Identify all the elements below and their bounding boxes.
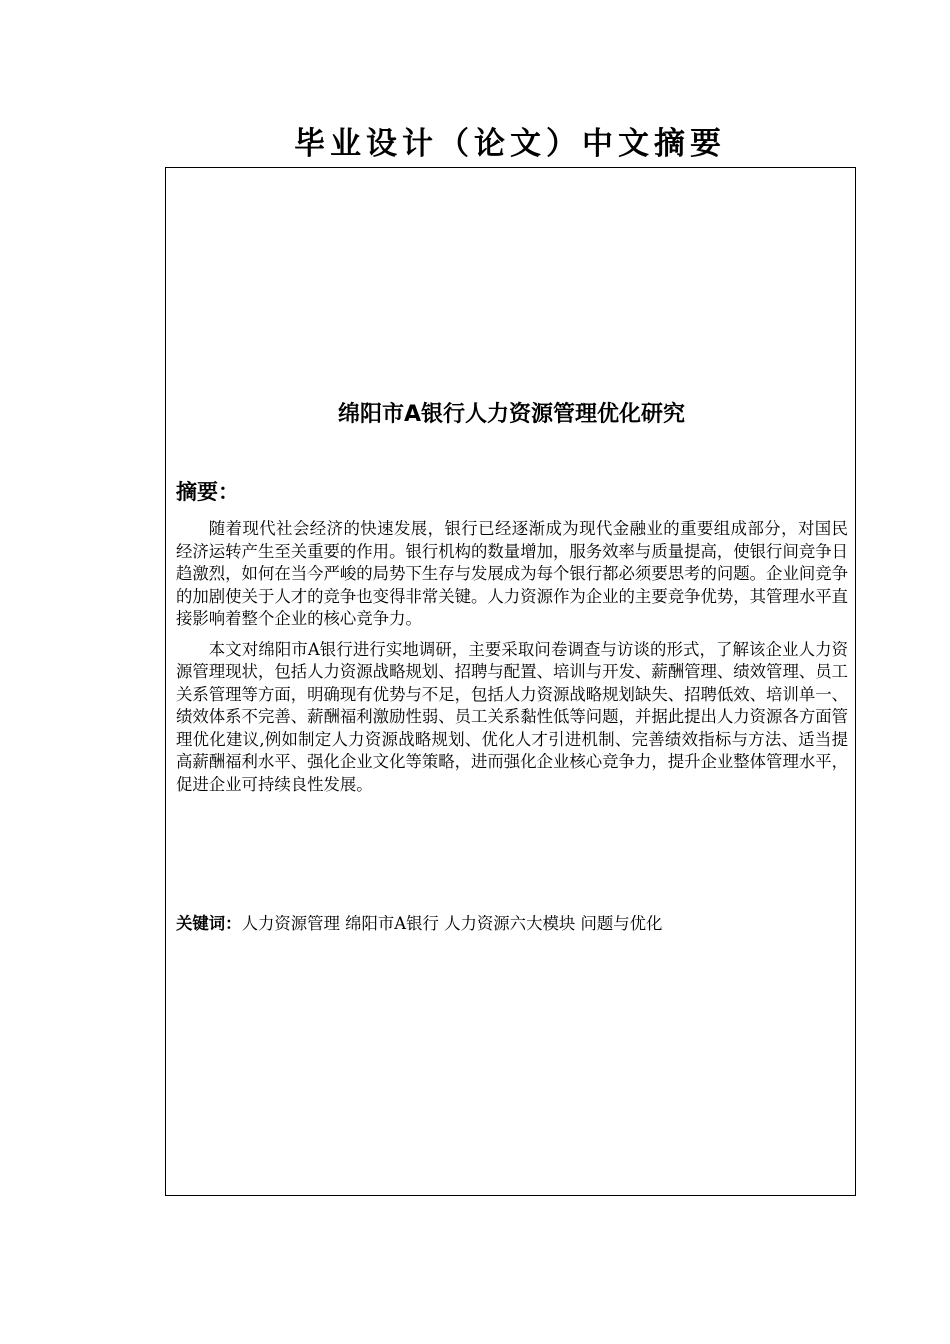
keywords-label: 关键词：	[176, 914, 242, 933]
abstract-body	[176, 518, 848, 804]
abstract-label: 摘要：	[176, 480, 239, 504]
abstract-paragraph-2: 本文对绵阳市A银行进行实地调研，主要采取问卷调查与访谈的形式，了解该企业人力资源管理现状，包括人力资源战略规划、招聘与配置、培训与开发、薪酬管理、绩效管理、员工关系管理等方面，明确现有优势与不足，包括人力资源战略规划缺失、招聘低效、培训单一、绩效体系不完善、薪酬福利激励性弱、员工关系黏性低等问题，并据此提出人力资源各方面管理优化建议,例如制定人力资源战略规划、优化人才引进机制、完善绩效指标与方法、适当提高薪酬福利水平、强化企业文化等策略，进而强化企业核心竞争力，提升企业整体管理水平，促进企业可持续良性发展。	[176, 639, 849, 794]
abstract-frame	[165, 167, 856, 1196]
thesis-title: 绵阳市A银行人力资源管理优化研究	[337, 402, 686, 427]
abstract-paragraph-1: 随着现代社会经济的快速发展，银行已经逐渐成为现代金融业的重要组成部分，对国民经济运转产生至关重要的作用。银行机构的数量增加，服务效率与质量提高，使银行间竞争日趋激烈，如何在当今严峻的局势下生存与发展成为每个银行都必须要思考的问题。企业间竞争的加剧使关于人才的竞争也变得非常关键。人力资源作为企业的主要竞争优势，其管理水平直接影响着整个企业的核心竞争力。	[176, 519, 849, 628]
keywords-line	[176, 910, 662, 934]
page-heading: 毕业设计（论文）中文摘要	[294, 126, 726, 162]
keywords-text: 人力资源管理 绵阳市A银行 人力资源六大模块 问题与优化	[241, 914, 663, 933]
